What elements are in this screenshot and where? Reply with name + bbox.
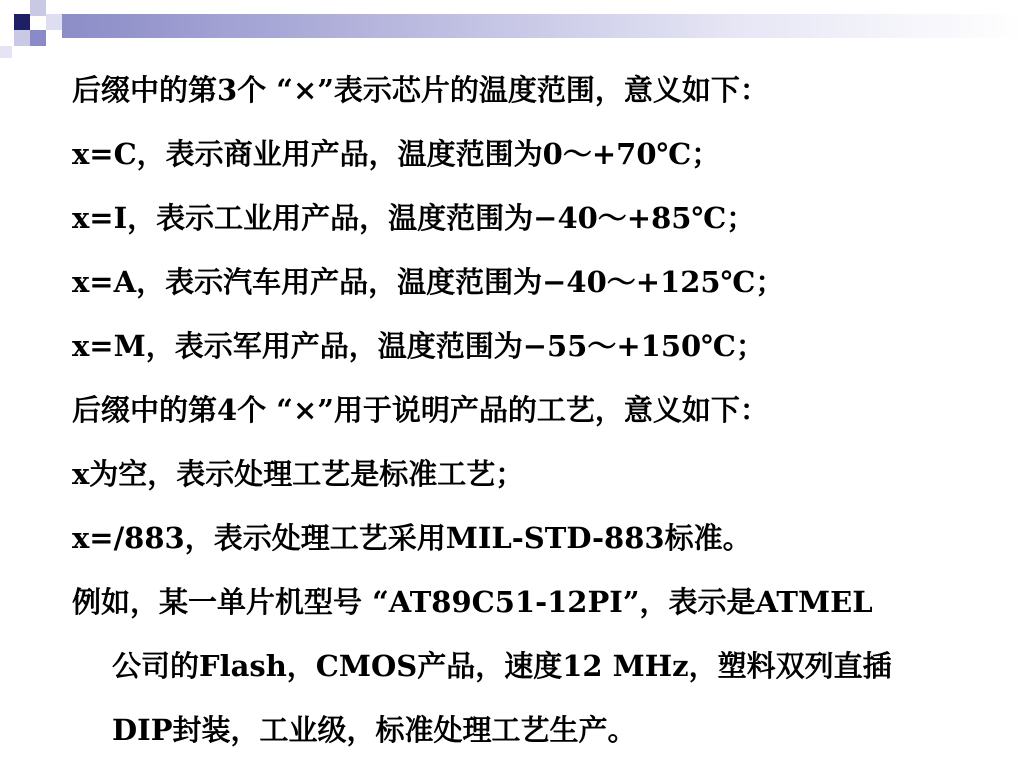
decor-square [0,46,12,58]
decor-square [46,14,62,30]
text-line: x=/883，表示处理工艺采用MIL-STD-883标准。 [72,521,752,555]
text-line-continuation: DIP封装，工业级，标准处理工艺生产。 [112,713,637,747]
text-line: x=I，表示工业用产品，温度范围为−40～+85℃； [72,201,756,235]
header-gradient-bar [62,14,1024,38]
text-line: x为空，表示处理工艺是标准工艺； [72,457,525,491]
text-line: 后缀中的第4个 “×”用于说明产品的工艺，意义如下： [72,393,769,427]
text-line: x=M，表示军用产品，温度范围为−55～+150℃； [72,329,765,363]
decor-square [14,30,30,46]
text-line: x=A，表示汽车用产品，温度范围为−40～+125℃； [72,265,785,299]
decor-square [30,0,46,16]
text-line: 后缀中的第3个 “×”表示芯片的温度范围，意义如下： [72,73,769,107]
decor-square [14,14,30,30]
slide-body [72,74,972,778]
text-line-continuation: 公司的Flash，CMOS产品，速度12 MHz，塑料双列直插 [112,649,892,683]
slide-header-decoration [0,0,1024,60]
decor-square [30,30,46,46]
text-line: x=C，表示商业用产品，温度范围为0～+70℃； [72,137,721,171]
text-line: 例如，某一单片机型号 “AT89C51-12PI”，表示是ATMEL [72,585,873,619]
